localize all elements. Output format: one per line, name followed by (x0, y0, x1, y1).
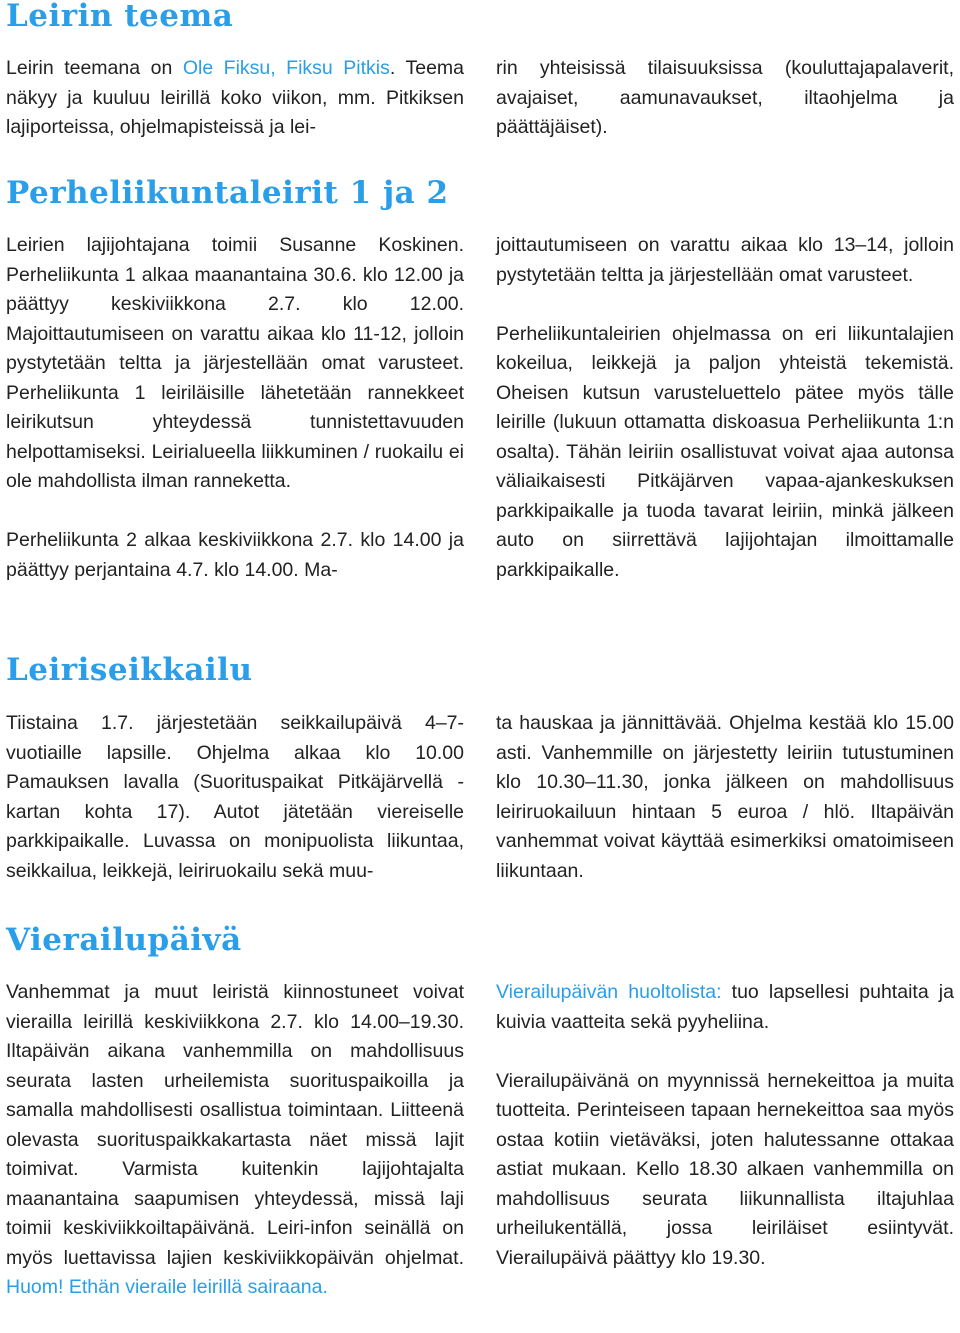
seikkailu-left-column (6, 709, 464, 886)
vierailu-huoltolista-paragraph (496, 978, 954, 1037)
teema-text-end: . Teema näkyy ja kuuluu leirillä koko viikon, mm. Pitkiksen lajiporteissa, ohjelmapisteissä ja lei- (6, 57, 464, 138)
seikkailu-paragraph-continued: ta hauskaa ja jännittävää. Ohjelma kestää klo 15.00 asti. Vanhemmille on järjestetty leiriin tutustuminen klo 10.30–11.30, jonka jälkeen on mahdollisuus leiriruokailuun hintaan 5 euroa / hlö. Iltapäivän vanhemmat voivat käyttää esimerkiksi omatoimiseen liikuntaan. (496, 712, 954, 882)
heading-vierailupaiva: Vierailupäivä (6, 922, 242, 958)
perheliikunta-paragraph-2: Perheliikunta 2 alkaa keskiviikkona 2.7. klo 14.00 ja päättyy perjantaina 4.7. klo 14.00. Ma- (6, 529, 464, 581)
seikkailu-right-column (496, 709, 954, 886)
seikkailu-paragraph: Tiistaina 1.7. järjestetään seikkailupäivä 4–7-vuotiaille lapsille. Ohjelma alkaa klo 10.00 Pamauksen lavalla (Suorituspaikat Pitkäjärvellä -kartan kohta 17). Autot jätetään viereiselle parkkipaikalle. Luvassa on monipuolista liikuntaa, seikkailua, leikkejä, leiriruokailu sekä muu- (6, 712, 464, 882)
vierailu-right-column (496, 978, 954, 1273)
teema-text-start: Leirin teemana on (6, 57, 183, 79)
vierailu-left-column (6, 978, 464, 1303)
teema-paragraph (6, 54, 464, 143)
perheliikunta-right-column (496, 231, 954, 585)
perheliikunta-paragraph-3: Perheliikuntaleirien ohjelmassa on eri liikuntalajien kokeilua, leikkejä ja paljon yhteistä tekemistä. Oheisen kutsun varusteluettelo pätee myös tälle leirille (lukuun ottamatta diskoasua Perheliikunta 1:n osalta). Tähän leiriin osallistuvat voivat ajaa autonsa väliaikaisesti Pitkäjärven vapaa-ajankeskuksen parkkipaikalle ja tuoda tavarat leiriin, minkä jälkeen auto on siirrettävä lajijohtajan ilmoittamalle parkkipaikalle. (496, 322, 954, 581)
teema-left-column (6, 54, 464, 143)
perheliikunta-left-column (6, 231, 464, 585)
vierailu-text: Vanhemmat ja muut leiristä kiinnostuneet voivat vierailla leirillä keskiviikkona 2.7. klo 14.00–19.30. Iltapäivän aikana vanhemmilla on mahdollisuus seurata lasten urheilemista suorituspaikoilla ja samalla mahdollisesti osallistua toimintaan. Liitteenä olevasta suorituspaikkakartasta näet missä lajit toimivat. Varmista kuitenkin lajijohtajalta maanantaina saapumisen yhteydessä, missä laji toimii keskiviikkoiltapäivänä. Leiri-infon seinällä on myös luettavissa lajien keskiviikkopäivän ohjelmat. (6, 981, 464, 1269)
teema-paragraph-continued: rin yhteisissä tilaisuuksissa (kouluttajapalaverit, avajaiset, aamunavaukset, iltaohjelma ja päättäjäiset). (496, 57, 954, 138)
vierailu-warning: Huom! Ethän vieraile leirillä sairaana. (6, 1276, 328, 1298)
perheliikunta-paragraph-1: Leirien lajijohtajana toimii Susanne Koskinen. Perheliikunta 1 alkaa maanantaina 30.6. klo 12.00 ja päättyy keskiviikkona 2.7. klo 12.00. Majoittautumiseen on varattu aikaa klo 11-12, jolloin pystytetään teltta ja järjestellään omat varusteet. Perheliikunta 1 leiriläisille lähetetään rannekkeet leirikutsun yhteydessä tunnistettavuuden helpottamiseksi. Leirialueella liikkuminen / ruokailu ei ole mahdollista ilman ranneketta. (6, 234, 464, 492)
perheliikunta-paragraph-2-continued: joittautumiseen on varattu aikaa klo 13–14, jolloin pystytetään teltta ja järjestellään omat varusteet. (496, 234, 954, 286)
heading-leiriseikkailu: Leiriseikkailu (6, 652, 253, 688)
huoltolista-text: tuo lapsellesi puhtaita ja kuivia vaatteita sekä pyyheliina. (496, 981, 954, 1033)
teema-right-column (496, 54, 954, 143)
huoltolista-label: Vierailupäivän huoltolista: (496, 981, 722, 1003)
vierailu-paragraph (6, 978, 464, 1303)
vierailu-hernekeitto-paragraph: Vierailupäivänä on myynnissä hernekeittoa ja muita tuotteita. Perinteiseen tapaan hernekeittoa saa myös ostaa kotiin vietäväksi, joten halutessanne ottakaa astiat mukaan. Kello 18.30 alkaen vanhemmilla on mahdollisuus seurata liikunnallista iltajuhlaa urheilukentällä, jossa leiriläiset esiintyvät. Vierailupäivä päättyy klo 19.30. (496, 1069, 954, 1269)
teema-theme-name: Ole Fiksu, Fiksu Pitkis (182, 57, 390, 79)
heading-perheliikuntaleirit: Perheliikuntaleirit 1 ja 2 (6, 175, 449, 211)
heading-leirin-teema: Leirin teema (6, 0, 234, 34)
